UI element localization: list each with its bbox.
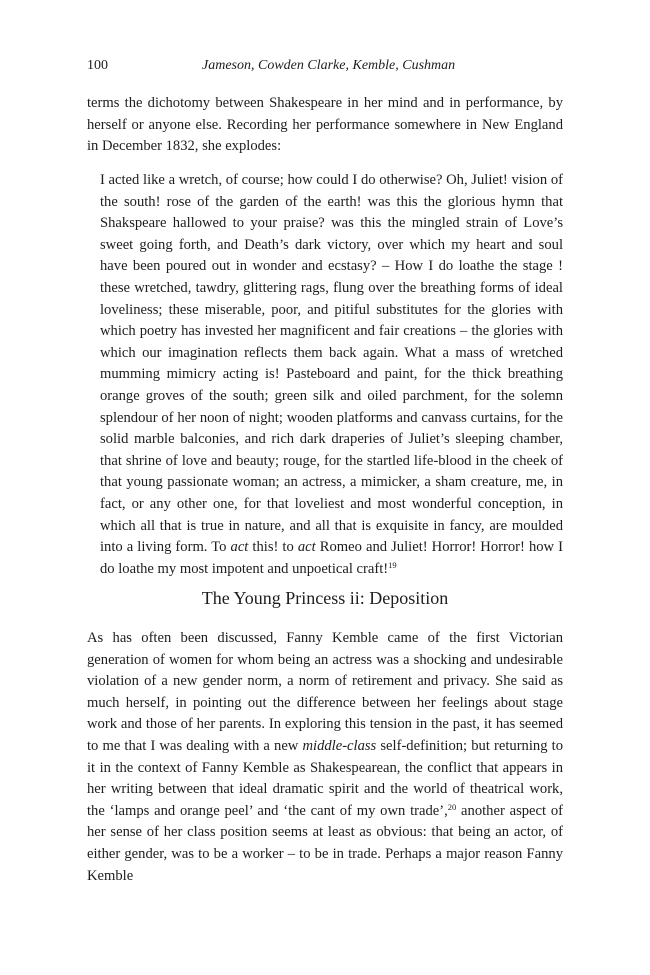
- running-head: [87, 58, 563, 78]
- intro-paragraph: terms the dichotomy between Shakespeare in her mind and in performance, by herself or anyone else. Recording her performance somewhere in New England in December 1832, she explodes:: [87, 95, 563, 155]
- body-paragraph: [87, 628, 563, 887]
- running-title: Jameson, Cowden Clarke, Kemble, Cushman: [202, 58, 456, 73]
- block-quote: [100, 170, 563, 580]
- quote-text: Romeo and Juliet! Horror! Horror! how I do loathe my most impotent and unpoetical craft!: [100, 539, 564, 577]
- body-text: As has often been discussed, Fanny Kemble came of the first Victorian generation of women for whom being an actress was a shocking and undesirable violation of a new gender norm, a norm of retirement and privacy. She said as much herself, in pointing out the difference between her feelings about stage work and those of her parents. In exploring this tension in the past, it has seemed to me that I was dealing with a new: [87, 630, 563, 754]
- quote-text: I acted like a wretch, of course; how could I do otherwise? Oh, Juliet! vision of the south! rose of the garden of the earth! was this the glorious hymn that Shakspeare hallowed to your praise? was this the mingled strain of Love’s sweet going forth, and Death’s dark victory, over which my heart and soul have been poured out in wonder and ecstasy? – How I do loathe the stage ! these wretched, tawdry, glittering rags, flung over the breathing forms of ideal loveliness; these miserable, poor, and pitiful substitutes for the glories with which poetry has invested her magnificent and fair creations – the glories with which our imagination reflects them back again. What a mass of wretched mumming mimicry acting is! Pasteboard and paint, for the thick breathing orange groves of the south; green silk and oiled parchment, for the solemn splendour of her noon of night; wooden platforms and canvass curtains, for the solid marble balconies, and rich dark draperies of Juliet’s sleeping chamber, that shrine of love and beauty; rouge, for the startled life-blood in the cheek of that young passionate woman; an actress, a mimicker, a sham creature, me, in fact, or any other one, for that loveliest and most wonderful conception, in which all that is true in nature, and all that is exquisite in fancy, are moulded into a living form. To: [100, 172, 563, 556]
- footnote-marker: 20: [447, 801, 457, 812]
- quote-emphasis: act: [297, 539, 316, 556]
- quote-text: this! to: [248, 539, 298, 556]
- quote-emphasis: act: [230, 539, 249, 556]
- page-number: 100: [87, 58, 108, 73]
- body-text: self-definition; but returning to it in the context of Fanny Kemble as Shakespearean, the conflict that appears in her writing between that ideal dramatic spirit and the world of theatrical work, the ‘lamps and orange peel’ and ‘the cant of my own trade’,: [87, 737, 563, 819]
- body-emphasis: middle-class: [302, 737, 377, 754]
- section-heading: The Young Princess ii: Deposition: [201, 588, 449, 608]
- body-text: another aspect of her sense of her class position seems at least as obvious: that being an actor, of either gender, was to be a worker – to be in trade. Perhaps a major reason Fanny Kemble: [87, 802, 564, 884]
- footnote-marker: 19: [388, 559, 397, 570]
